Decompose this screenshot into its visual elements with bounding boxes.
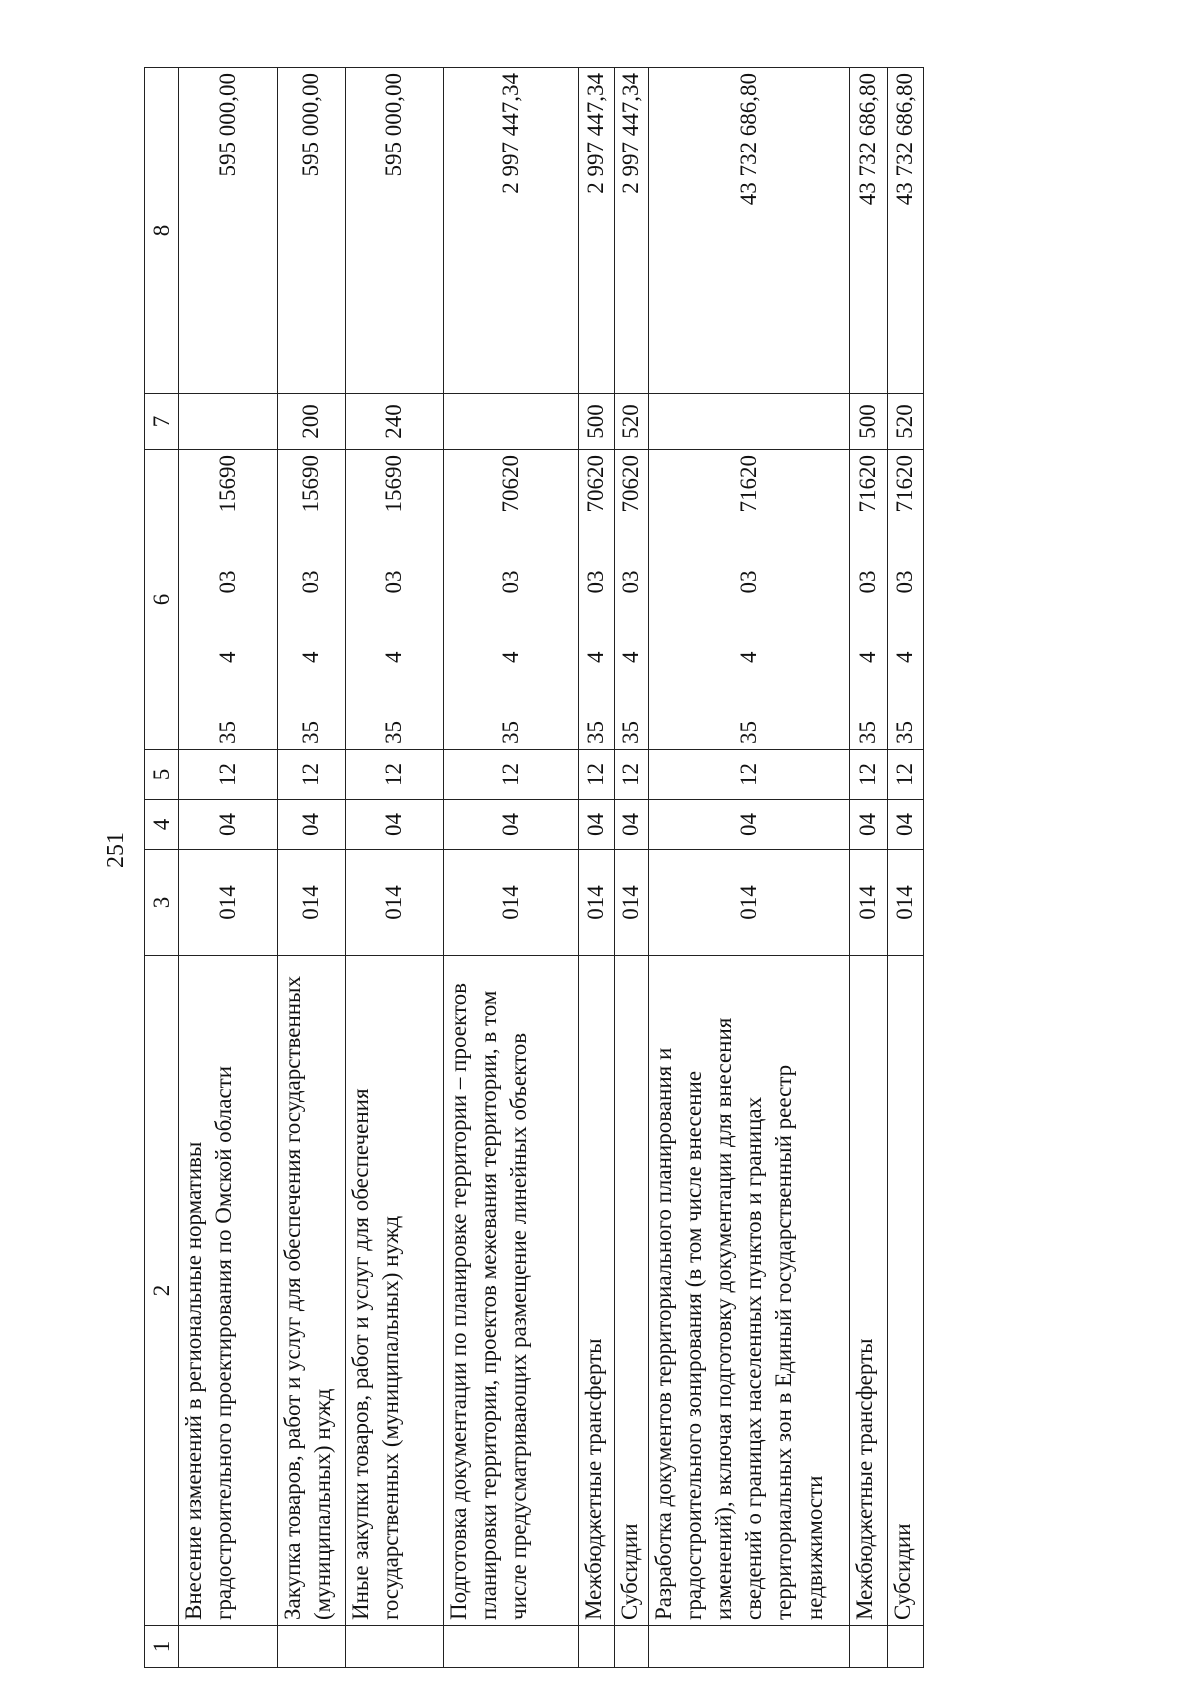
table-row xyxy=(614,68,648,1668)
kcsr-event: 03 xyxy=(381,570,407,594)
amount-cell: 2 997 447,34 xyxy=(444,68,579,394)
description-cell: Подготовка документации по планировке территории – проектов планировки территории, проектов межевания территории, в том числе предусматривающих размещение линейных объектов xyxy=(444,956,579,1626)
kcsr-event: 03 xyxy=(214,570,240,594)
kcsr-program: 35 xyxy=(381,721,407,744)
kcsr-direction: 71620 xyxy=(892,455,918,513)
target-article-cell xyxy=(179,450,277,750)
header-cell: 5 xyxy=(145,750,179,800)
kcsr-type: 4 xyxy=(735,651,761,663)
expense-type-cell: 200 xyxy=(277,394,345,450)
amount-cell: 595 000,00 xyxy=(179,68,277,394)
amount-cell: 43 732 686,80 xyxy=(887,68,923,394)
kcsr-type: 4 xyxy=(298,651,324,663)
kcsr-direction: 15690 xyxy=(298,455,324,513)
expense-type-cell: 520 xyxy=(887,394,923,450)
description-cell: Иные закупки товаров, работ и услуг для обеспечения государственных (муниципальных) нужд xyxy=(345,956,443,1626)
amount-cell: 595 000,00 xyxy=(277,68,345,394)
section-cell: 04 xyxy=(345,800,443,850)
subsection-cell: 12 xyxy=(614,750,648,800)
row-number-cell xyxy=(887,1626,923,1668)
target-article-cell xyxy=(614,450,648,750)
kcsr-type: 4 xyxy=(381,651,407,663)
description-cell: Разработка документов территориального планирования и градостроительного зонирования (в том числе внесение изменений), включая подготовку документации для внесения сведений о границах населенных пунктов и границах территориальных зон в Единый государственный реестр недвижимости xyxy=(648,956,849,1626)
kcsr-program: 35 xyxy=(214,721,240,744)
header-cell: 4 xyxy=(145,800,179,850)
kcsr-type: 4 xyxy=(855,651,881,663)
description-cell: Внесение изменений в региональные нормативы градостроительного проектирования по Омской области xyxy=(179,956,277,1626)
admin-code-cell: 014 xyxy=(179,850,277,956)
kcsr-event: 03 xyxy=(497,570,523,594)
section-cell: 04 xyxy=(614,800,648,850)
kcsr-event: 03 xyxy=(735,570,761,594)
target-article-cell xyxy=(849,450,887,750)
expense-type-cell: 240 xyxy=(345,394,443,450)
section-cell: 04 xyxy=(849,800,887,850)
description-cell: Межбюджетные трансферты xyxy=(578,956,614,1626)
description-cell: Субсидии xyxy=(887,956,923,1626)
kcsr-type: 4 xyxy=(214,651,240,663)
table-row xyxy=(887,68,923,1668)
expense-type-cell: 520 xyxy=(614,394,648,450)
header-cell: 3 xyxy=(145,850,179,956)
subsection-cell: 12 xyxy=(887,750,923,800)
kcsr-direction: 70620 xyxy=(583,455,609,513)
admin-code-cell: 014 xyxy=(648,850,849,956)
kcsr-program: 35 xyxy=(298,721,324,744)
admin-code-cell: 014 xyxy=(887,850,923,956)
description-cell: Межбюджетные трансферты xyxy=(849,956,887,1626)
subsection-cell: 12 xyxy=(578,750,614,800)
section-cell: 04 xyxy=(179,800,277,850)
kcsr-direction: 70620 xyxy=(497,455,523,513)
page-number: 251 xyxy=(103,832,129,868)
expense-type-cell: 500 xyxy=(849,394,887,450)
admin-code-cell: 014 xyxy=(444,850,579,956)
kcsr-direction: 15690 xyxy=(214,455,240,513)
table-row xyxy=(277,68,345,1668)
table-header-row xyxy=(145,68,179,1668)
target-article-cell xyxy=(444,450,579,750)
subsection-cell: 12 xyxy=(648,750,849,800)
header-cell: 7 xyxy=(145,394,179,450)
target-article-cell xyxy=(887,450,923,750)
target-article-cell xyxy=(345,450,443,750)
kcsr-program: 35 xyxy=(497,721,523,744)
section-cell: 04 xyxy=(578,800,614,850)
table-row xyxy=(179,68,277,1668)
target-article-cell xyxy=(578,450,614,750)
header-cell: 6 xyxy=(145,450,179,750)
amount-cell: 595 000,00 xyxy=(345,68,443,394)
budget-table xyxy=(144,67,924,1668)
expense-type-cell xyxy=(444,394,579,450)
row-number-cell xyxy=(614,1626,648,1668)
subsection-cell: 12 xyxy=(444,750,579,800)
kcsr-type: 4 xyxy=(583,651,609,663)
admin-code-cell: 014 xyxy=(849,850,887,956)
target-article-cell xyxy=(648,450,849,750)
row-number-cell xyxy=(444,1626,579,1668)
kcsr-program: 35 xyxy=(735,721,761,744)
table-row xyxy=(648,68,849,1668)
header-cell: 8 xyxy=(145,68,179,394)
subsection-cell: 12 xyxy=(277,750,345,800)
subsection-cell: 12 xyxy=(345,750,443,800)
subsection-cell: 12 xyxy=(849,750,887,800)
admin-code-cell: 014 xyxy=(578,850,614,956)
kcsr-program: 35 xyxy=(618,721,644,744)
kcsr-event: 03 xyxy=(583,570,609,594)
kcsr-program: 35 xyxy=(855,721,881,744)
kcsr-event: 03 xyxy=(892,570,918,594)
amount-cell: 43 732 686,80 xyxy=(648,68,849,394)
description-cell: Субсидии xyxy=(614,956,648,1626)
kcsr-event: 03 xyxy=(298,570,324,594)
amount-cell: 2 997 447,34 xyxy=(578,68,614,394)
expense-type-cell xyxy=(648,394,849,450)
row-number-cell xyxy=(849,1626,887,1668)
kcsr-type: 4 xyxy=(497,651,523,663)
row-number-cell xyxy=(578,1626,614,1668)
target-article-cell xyxy=(277,450,345,750)
expense-type-cell xyxy=(179,394,277,450)
header-cell: 1 xyxy=(145,1626,179,1668)
admin-code-cell: 014 xyxy=(614,850,648,956)
amount-cell: 43 732 686,80 xyxy=(849,68,887,394)
subsection-cell: 12 xyxy=(179,750,277,800)
section-cell: 04 xyxy=(444,800,579,850)
table-row xyxy=(345,68,443,1668)
kcsr-program: 35 xyxy=(892,721,918,744)
row-number-cell xyxy=(179,1626,277,1668)
admin-code-cell: 014 xyxy=(345,850,443,956)
description-cell: Закупка товаров, работ и услуг для обеспечения государственных (муниципальных) нужд xyxy=(277,956,345,1626)
row-number-cell xyxy=(345,1626,443,1668)
kcsr-event: 03 xyxy=(618,570,644,594)
kcsr-direction: 70620 xyxy=(618,455,644,513)
table-row xyxy=(578,68,614,1668)
kcsr-direction: 71620 xyxy=(855,455,881,513)
kcsr-type: 4 xyxy=(892,651,918,663)
header-cell: 2 xyxy=(145,956,179,1626)
admin-code-cell: 014 xyxy=(277,850,345,956)
kcsr-program: 35 xyxy=(583,721,609,744)
kcsr-type: 4 xyxy=(618,651,644,663)
kcsr-direction: 71620 xyxy=(735,455,761,513)
row-number-cell xyxy=(277,1626,345,1668)
section-cell: 04 xyxy=(277,800,345,850)
section-cell: 04 xyxy=(887,800,923,850)
table-row xyxy=(444,68,579,1668)
kcsr-direction: 15690 xyxy=(381,455,407,513)
expense-type-cell: 500 xyxy=(578,394,614,450)
row-number-cell xyxy=(648,1626,849,1668)
section-cell: 04 xyxy=(648,800,849,850)
rotated-table-container xyxy=(144,68,924,1668)
table-row xyxy=(849,68,887,1668)
amount-cell: 2 997 447,34 xyxy=(614,68,648,394)
kcsr-event: 03 xyxy=(855,570,881,594)
